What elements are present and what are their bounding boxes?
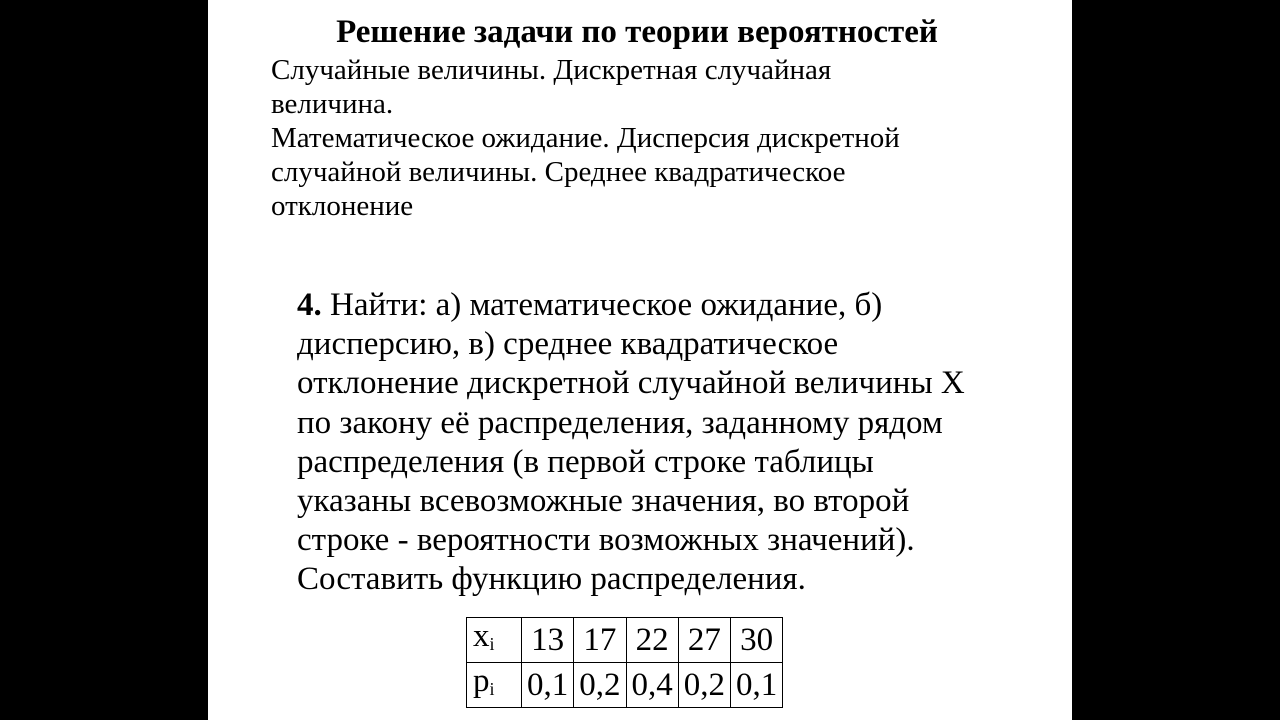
probabilities-row <box>467 663 783 708</box>
task-line: распределения (в первой строке таблицы <box>297 443 874 480</box>
x-value-cell: 22 <box>626 618 678 663</box>
task-line: дисперсию, в) среднее квадратическое <box>297 326 839 363</box>
task-line: отклонение дискретной случайной величины X <box>297 365 965 402</box>
task-first-line <box>297 286 1017 325</box>
task-statement <box>297 286 1017 600</box>
p-value-cell: 0,2 <box>574 663 626 708</box>
subtitle-line: Случайные величины. Дискретная случайная <box>271 54 832 86</box>
x-value-cell: 13 <box>522 618 574 663</box>
subtitle-line: Математическое ожидание. Дисперсия дискретной <box>271 122 900 154</box>
p-value-cell: 0,1 <box>522 663 574 708</box>
p-header-cell <box>467 663 522 708</box>
page-title: Решение задачи по теории вероятностей <box>336 14 938 50</box>
p-subscript: i <box>489 679 495 699</box>
task-line: Составить функцию распределения. <box>297 561 806 598</box>
document-page <box>208 0 1072 720</box>
x-value-cell: 30 <box>731 618 783 663</box>
x-header-cell <box>467 618 522 663</box>
topic-subtitle <box>271 53 991 223</box>
distribution-table <box>466 617 783 708</box>
subtitle-line: величина. <box>271 88 394 120</box>
subtitle-line: случайной величины. Среднее квадратическое <box>271 156 846 188</box>
p-value-cell: 0,4 <box>626 663 678 708</box>
x-subscript: i <box>489 634 495 654</box>
task-number: 4. <box>297 287 322 323</box>
p-symbol: p <box>473 663 490 699</box>
subtitle-line: отклонение <box>271 190 414 222</box>
x-value-cell: 27 <box>678 618 730 663</box>
values-row <box>467 618 783 663</box>
x-value-cell: 17 <box>574 618 626 663</box>
x-symbol: x <box>473 618 490 654</box>
task-first-line-text: Найти: а) математическое ожидание, б) <box>321 287 883 323</box>
p-value-cell: 0,2 <box>678 663 730 708</box>
task-line: указаны всевозможные значения, во второй <box>297 483 910 520</box>
p-value-cell: 0,1 <box>731 663 783 708</box>
task-line: строке - вероятности возможных значений). <box>297 522 915 559</box>
task-line: по закону её распределения, заданному рядом <box>297 404 943 441</box>
